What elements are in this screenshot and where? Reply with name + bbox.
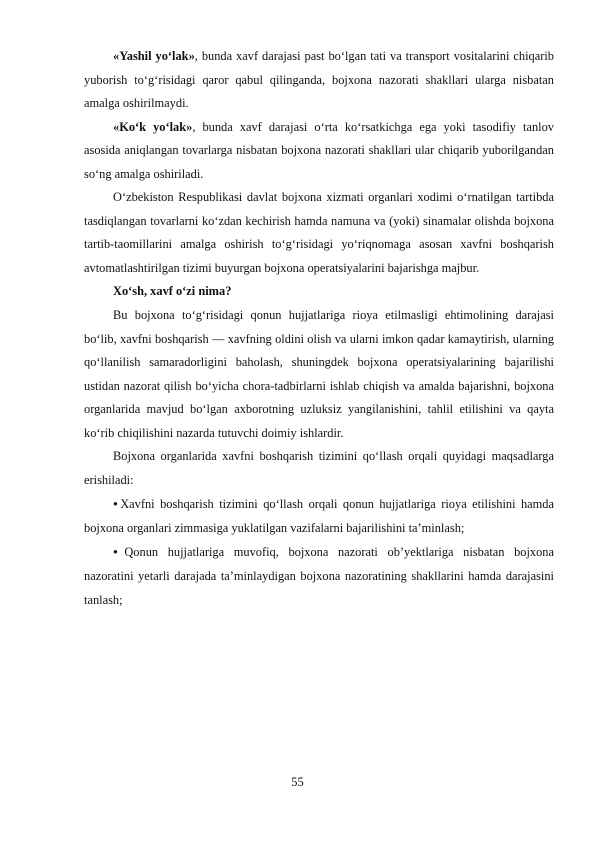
bullet-text-2: Qonun hujjatlariga muvofiq, bojxona nazorati ob’yektlariga nisbatan bojxona nazoratini yetarli darajada ta’minlaydigan bojxona nazoratining shakllarini hamda darajasini tanlash; <box>84 545 554 607</box>
text-green-lane: , bunda xavf darajasi past bo‘lgan tati va transport vositalarini chiqarib yuborish to‘g‘risidagi qaror qabul qilinganda, bojxona nazorati shakllari ularga nisbatan amalga oshirilmaydi. <box>84 49 554 111</box>
bullet-text-1: Xavfni boshqarish tizimini qo‘llash orqali qonun hujjatlariga rioya etilishini hamda bojxona organlari zimmasiga yuklatilgan vazifalarni bajarilishini ta’minlash; <box>84 497 555 535</box>
paragraph-blue-lane <box>84 116 554 187</box>
document-body <box>84 45 554 612</box>
bullet-item-1 <box>84 492 554 540</box>
paragraph-risk-definition: Bu bojxona to‘g‘risidagi qonun hujjatlariga rioya etilmasligi ehtimolining darajasi bo‘lib, xavfni boshqarish — xavfning oldini olish va ularni imkon qadar kamaytirish, ularning qo‘llanilish samaradorligini baholash, shuningdek bojxona operatsiyalarining bajarilishi ustidan nazorat qilish bo‘yicha chora-tadbirlarni ishlab chiqish va amalda bajarishni, bojxona organlarida mavjud bo‘lgan axborotning uzluksiz yangilanishini, tahlil etilishini va qayta ko‘rib chiqilishini nazarda tutuvchi doimiy ishlardir. <box>84 308 554 440</box>
bullet-item-2 <box>84 540 554 612</box>
bullet-icon: ● <box>113 499 121 509</box>
paragraph-green-lane <box>84 45 554 116</box>
term-blue-lane: «Ko‘k yo‘lak» <box>113 119 193 134</box>
bullet-icon: ● <box>113 547 125 557</box>
section-heading: Xo‘sh, xavf o‘zi nima? <box>113 284 232 299</box>
text-blue-lane: , bunda xavf darajasi o‘rta ko‘rsatkichga ega yoki tasodifiy tanlov asosida aniqlangan tovarlarga nisbatan bojxona nazorati shakllari ular chiqarib yuborilgandan so‘ng amalga oshiriladi. <box>84 119 554 181</box>
paragraph-goals-intro: Bojxona organlarida xavfni boshqarish tizimini qo‘llash orqali quyidagi maqsadlarga erishiladi: <box>84 449 554 487</box>
paragraph-customs-officer: O‘zbekiston Respublikasi davlat bojxona xizmati organlari xodimi o‘rnatilgan tartibda tasdiqlangan tovarlarni ko‘zdan kechirish hamda namuna va (yoki) sinamalar olishda bojxona tartib-taomillarini amalga oshirish to‘g‘risidagi yo‘riqnomaga asosan xavfni boshqarish avtomatlashtirilgan tizimi buyurgan bojxona operatsiyalarini bajarishga majbur. <box>84 190 554 275</box>
page-number: 55 <box>291 775 304 789</box>
term-green-lane: «Yashil yo‘lak» <box>113 49 195 63</box>
